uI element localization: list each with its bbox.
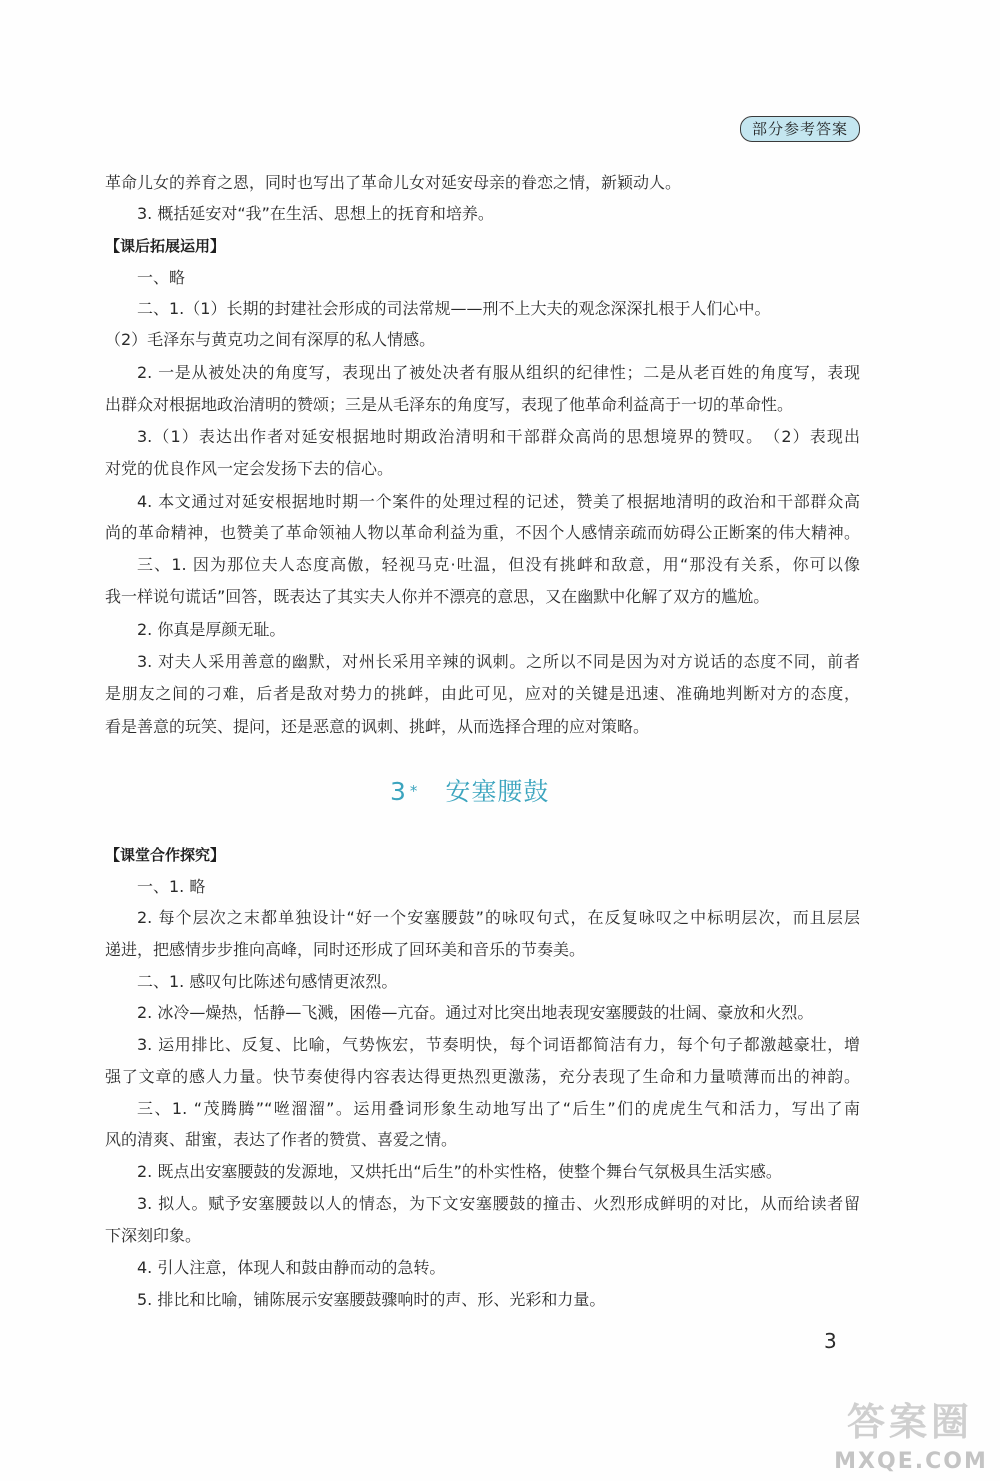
answer-line: 出群众对根据地政治清明的赞颂；三是从毛泽东的角度写，表现了他革命利益高于一切的革命性。 [105, 395, 794, 414]
answer-line: 3. 运用排比、反复、比喻，气势恢宏，节奏明快，每个词语都简洁有力，每个句子都激越豪壮，增 [137, 1035, 860, 1054]
page-number: 3 [824, 1329, 837, 1353]
answer-line: 二、1.（1）长期的封建社会形成的司法常规——刑不上大夫的观念深深扎根于人们心中。 [137, 299, 771, 318]
answer-line: 一、略 [137, 268, 186, 287]
answer-line: 2. 一是从被处决的角度写，表现出了被处决者有服从组织的纪律性；二是从老百姓的角度写，表现 [137, 363, 860, 382]
answer-line: 对党的优良作风一定会发扬下去的信心。 [105, 459, 394, 478]
answer-line: 3.（1）表达出作者对延安根据地时期政治清明和干部群众高尚的思想境界的赞叹。 （2）表现出 [137, 427, 860, 446]
watermark-logo: 答案圈 [846, 1400, 973, 1444]
section-heading-extension: 【课后拓展运用】 [105, 237, 226, 255]
answer-line: 2. 每个层次之末都单独设计“好一个安塞腰鼓”的咏叹句式，在反复咏叹之中标明层次，而且层层 [137, 908, 860, 927]
answer-line: 2. 冰冷—燥热，恬静—飞溅，困倦—亢奋。通过对比突出地表现安塞腰鼓的壮阔、豪放和火烈。 [137, 1003, 814, 1022]
answer-line: （2）毛泽东与黄克功之间有深厚的私人情感。 [105, 330, 436, 349]
lesson-number: 3 [390, 777, 406, 806]
lesson-title-text: 安塞腰鼓 [445, 777, 550, 806]
answer-line: 二、1. 感叹句比陈述句感情更浓烈。 [137, 972, 398, 991]
answer-line: 4. 引人注意，体现人和鼓由静而动的急转。 [137, 1258, 446, 1277]
answer-line: 4. 本文通过对延安根据地时期一个案件的处理过程的记述，赞美了根据地清明的政治和干部群众高 [137, 492, 860, 511]
answer-line: 我一样说句谎话”回答，既表达了其实夫人你并不漂亮的意思，又在幽默中化解了双方的尴尬。 [105, 587, 770, 606]
answer-line: 革命儿女的养育之恩，同时也写出了革命儿女对延安母亲的眷恋之情，新颖动人。 [105, 173, 682, 192]
answer-line: 递进，把感情步步推向高峰，同时还形成了回环美和音乐的节奏美。 [105, 940, 586, 959]
lesson-title [390, 774, 590, 808]
answer-key-badge: 部分参考答案 [740, 116, 860, 142]
answer-line: 尚的革命精神，也赞美了革命领袖人物以革命利益为重，不因个人感情亲疏而妨碍公正断案的伟大精神。 [105, 523, 860, 542]
answer-line: 三、1. “茂腾腾”“咝溜溜”。运用叠词形象生动地写出了“后生”们的虎虎生气和活力，写出了南 [137, 1099, 860, 1118]
answer-line: 是朋友之间的刁难，后者是敌对势力的挑衅，由此可见，应对的关键是迅速、准确地判断对方的态度， [105, 684, 860, 703]
answer-line: 3. 对夫人采用善意的幽默，对州长采用辛辣的讽刺。之所以不同是因为对方说话的态度不同，前者 [137, 652, 860, 671]
answer-line: 下深刻印象。 [105, 1226, 202, 1245]
answer-line: 2. 你真是厚颜无耻。 [137, 620, 286, 639]
answer-line: 3. 概括延安对“我”在生活、思想上的抚育和培养。 [137, 204, 494, 223]
answer-line: 看是善意的玩笑、提问，还是恶意的讽刺、挑衅，从而选择合理的应对策略。 [105, 717, 650, 736]
answer-line: 5. 排比和比喻，铺陈展示安塞腰鼓骤响时的声、形、光彩和力量。 [137, 1290, 606, 1309]
answer-line: 风的清爽、甜蜜，表达了作者的赞赏、喜爱之情。 [105, 1130, 458, 1149]
answer-line: 2. 既点出安塞腰鼓的发源地，又烘托出“后生”的朴实性格，使整个舞台气氛极具生活实感。 [137, 1162, 782, 1181]
answer-line: 一、1. 略 [137, 877, 206, 896]
answer-line: 强了文章的感人力量。快节奏使得内容表达得更热烈更激荡，充分表现了生命和力量喷薄而出的神韵。 [105, 1067, 860, 1086]
section-heading-cooperation: 【课堂合作探究】 [105, 846, 226, 864]
answer-line: 3. 拟人。赋予安塞腰鼓以人的情态，为下文安塞腰鼓的撞击、火烈形成鲜明的对比，从而给读者留 [137, 1194, 860, 1213]
watermark-site: MXQE.COM [834, 1449, 988, 1474]
answer-line: 三、1. 因为那位夫人态度高傲，轻视马克·吐温，但没有挑衅和敌意，用“那没有关系，你可以像 [137, 555, 860, 574]
optional-lesson-mark: * [409, 782, 418, 800]
